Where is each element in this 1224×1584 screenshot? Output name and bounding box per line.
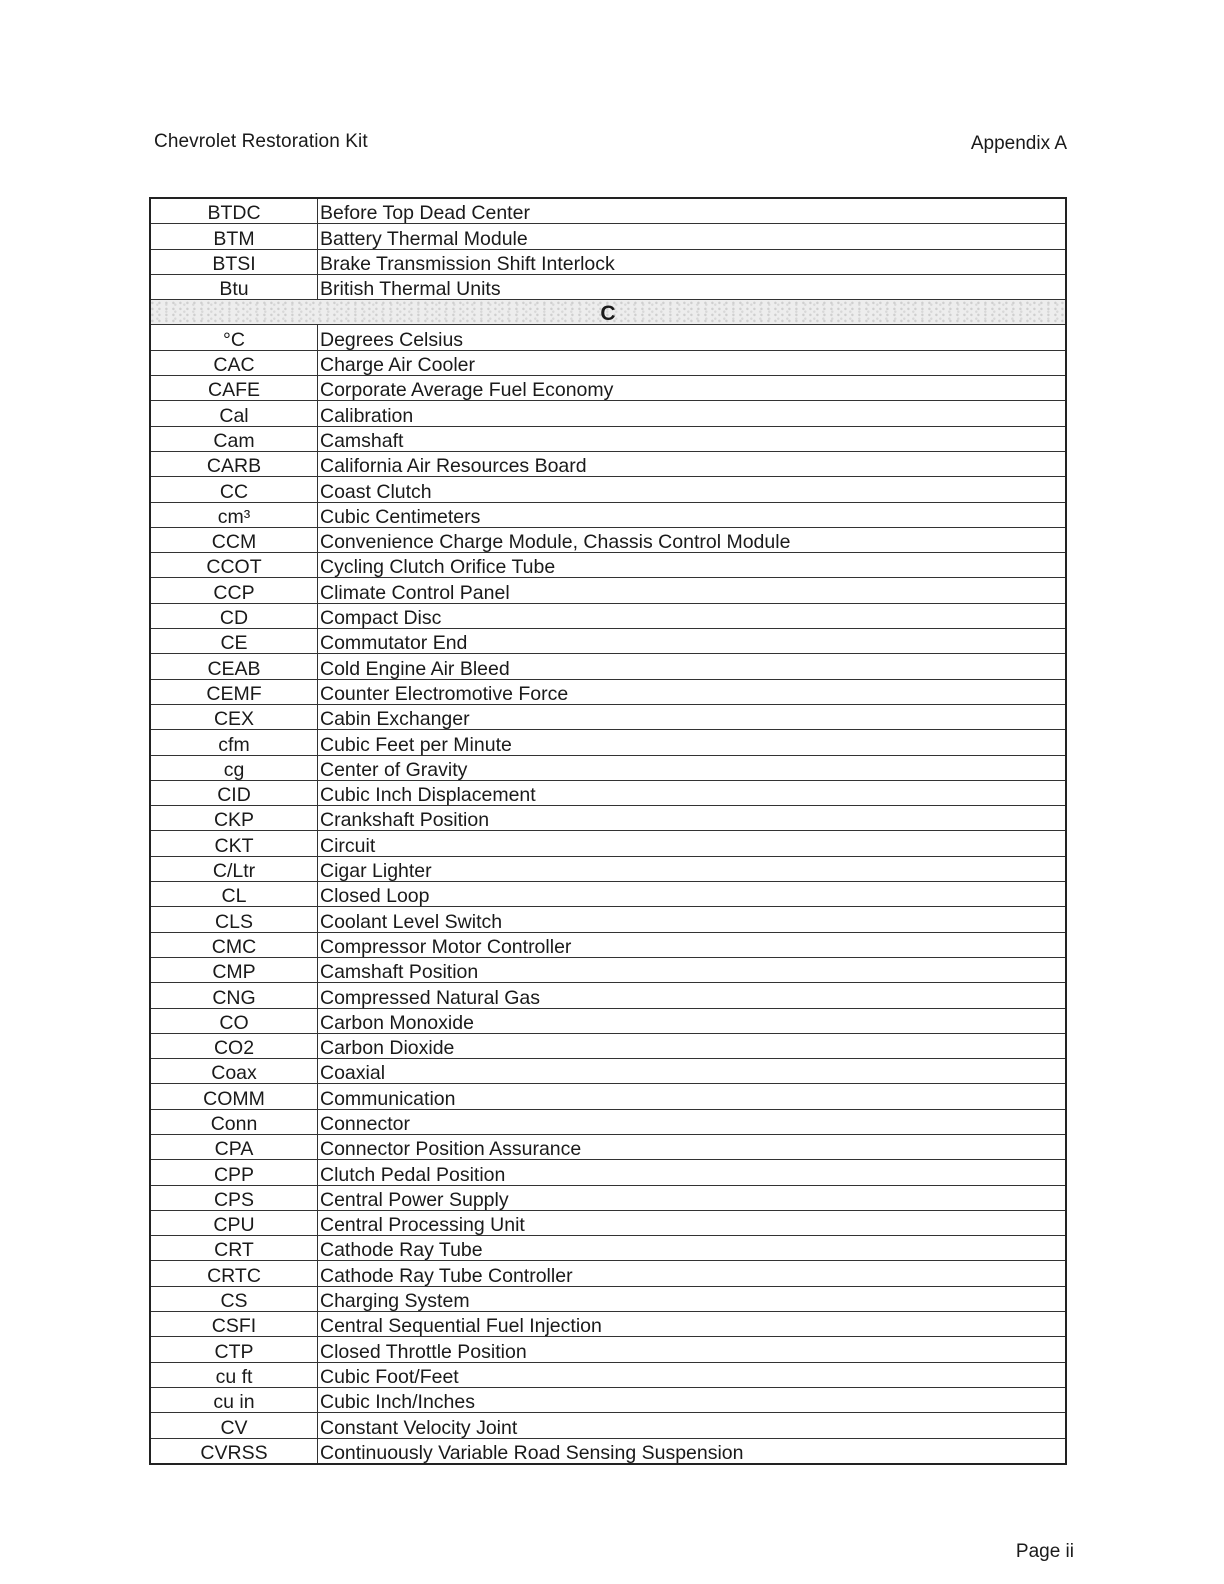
definition-cell: Carbon Dioxide	[318, 1033, 1067, 1058]
abbreviation-cell: CARB	[150, 451, 318, 476]
definition-cell: Clutch Pedal Position	[318, 1160, 1067, 1185]
abbreviation-cell: CEMF	[150, 679, 318, 704]
table-row	[150, 401, 1066, 426]
table-row	[150, 1337, 1066, 1362]
definition-cell: California Air Resources Board	[318, 451, 1067, 476]
abbreviation-cell: Conn	[150, 1109, 318, 1134]
abbreviation-cell: CID	[150, 780, 318, 805]
definition-cell: Cathode Ray Tube Controller	[318, 1261, 1067, 1286]
definition-cell: Cabin Exchanger	[318, 704, 1067, 729]
definition-cell: Compressor Motor Controller	[318, 932, 1067, 957]
table-row	[150, 1413, 1066, 1438]
definition-cell: Cathode Ray Tube	[318, 1236, 1067, 1261]
definition-cell: Battery Thermal Module	[318, 224, 1067, 249]
definition-cell: Cubic Inch/Inches	[318, 1387, 1067, 1412]
table-row	[150, 957, 1066, 982]
definition-cell: Cold Engine Air Bleed	[318, 654, 1067, 679]
definition-cell: Climate Control Panel	[318, 578, 1067, 603]
table-row	[150, 780, 1066, 805]
definition-cell: Degrees Celsius	[318, 325, 1067, 350]
table-row	[150, 1033, 1066, 1058]
definition-cell: Cigar Lighter	[318, 856, 1067, 881]
abbreviation-table-body	[150, 198, 1066, 1464]
definition-cell: Continuously Variable Road Sensing Suspension	[318, 1438, 1067, 1464]
table-row	[150, 907, 1066, 932]
abbreviation-cell: BTSI	[150, 249, 318, 274]
table-row	[150, 1185, 1066, 1210]
definition-cell: Communication	[318, 1084, 1067, 1109]
table-row	[150, 856, 1066, 881]
definition-cell: Compressed Natural Gas	[318, 983, 1067, 1008]
definition-cell: Brake Transmission Shift Interlock	[318, 249, 1067, 274]
abbreviation-cell: cu in	[150, 1387, 318, 1412]
definition-cell: Charge Air Cooler	[318, 350, 1067, 375]
abbreviation-cell: CMP	[150, 957, 318, 982]
abbreviation-cell: CPA	[150, 1134, 318, 1159]
table-row	[150, 603, 1066, 628]
abbreviation-cell: CEAB	[150, 654, 318, 679]
abbreviation-cell: cfm	[150, 730, 318, 755]
table-row	[150, 376, 1066, 401]
table-row	[150, 1084, 1066, 1109]
abbreviation-cell: CSFI	[150, 1312, 318, 1337]
table-row	[150, 502, 1066, 527]
definition-cell: Constant Velocity Joint	[318, 1413, 1067, 1438]
abbreviation-cell: °C	[150, 325, 318, 350]
table-row	[150, 679, 1066, 704]
table-row	[150, 932, 1066, 957]
table-row	[150, 350, 1066, 375]
definition-cell: Carbon Monoxide	[318, 1008, 1067, 1033]
definition-cell: Corporate Average Fuel Economy	[318, 376, 1067, 401]
abbreviation-cell: CAC	[150, 350, 318, 375]
table-row	[150, 1312, 1066, 1337]
definition-cell: Cubic Feet per Minute	[318, 730, 1067, 755]
abbreviation-cell: CRTC	[150, 1261, 318, 1286]
definition-cell: Commutator End	[318, 629, 1067, 654]
abbreviation-cell: CTP	[150, 1337, 318, 1362]
table-row	[150, 578, 1066, 603]
definition-cell: Before Top Dead Center	[318, 198, 1067, 224]
definition-cell: Compact Disc	[318, 603, 1067, 628]
abbreviation-cell: CC	[150, 477, 318, 502]
table-row	[150, 654, 1066, 679]
abbreviation-cell: CCOT	[150, 553, 318, 578]
abbreviation-cell: CD	[150, 603, 318, 628]
abbreviation-cell: cg	[150, 755, 318, 780]
abbreviation-cell: CVRSS	[150, 1438, 318, 1464]
table-row	[150, 224, 1066, 249]
definition-cell: Convenience Charge Module, Chassis Control Module	[318, 527, 1067, 552]
abbreviation-cell: CCM	[150, 527, 318, 552]
definition-cell: Circuit	[318, 831, 1067, 856]
definition-cell: Camshaft	[318, 426, 1067, 451]
abbreviation-cell: CS	[150, 1286, 318, 1311]
definition-cell: Calibration	[318, 401, 1067, 426]
definition-cell: Counter Electromotive Force	[318, 679, 1067, 704]
table-row	[150, 1387, 1066, 1412]
section-header-row	[150, 300, 1066, 325]
abbreviation-cell: Coax	[150, 1059, 318, 1084]
abbreviation-cell: CKP	[150, 806, 318, 831]
definition-cell: Coolant Level Switch	[318, 907, 1067, 932]
abbreviation-cell: CEX	[150, 704, 318, 729]
definition-cell: Central Sequential Fuel Injection	[318, 1312, 1067, 1337]
abbreviation-cell: cu ft	[150, 1362, 318, 1387]
table-row	[150, 249, 1066, 274]
table-row	[150, 1134, 1066, 1159]
table-row	[150, 1059, 1066, 1084]
table-row	[150, 477, 1066, 502]
table-row	[150, 704, 1066, 729]
abbreviation-cell: CLS	[150, 907, 318, 932]
table-row	[150, 806, 1066, 831]
abbreviation-table	[149, 197, 1067, 1465]
abbreviation-cell: Cam	[150, 426, 318, 451]
abbreviation-cell: C/Ltr	[150, 856, 318, 881]
abbreviation-cell: BTM	[150, 224, 318, 249]
abbreviation-cell: CRT	[150, 1236, 318, 1261]
abbreviation-cell: CPP	[150, 1160, 318, 1185]
abbreviation-cell: Cal	[150, 401, 318, 426]
abbreviation-cell: COMM	[150, 1084, 318, 1109]
table-row	[150, 1261, 1066, 1286]
abbreviation-cell: CV	[150, 1413, 318, 1438]
definition-cell: Connector Position Assurance	[318, 1134, 1067, 1159]
table-row	[150, 730, 1066, 755]
definition-cell: Crankshaft Position	[318, 806, 1067, 831]
definition-cell: Closed Loop	[318, 882, 1067, 907]
table-row	[150, 426, 1066, 451]
abbreviation-cell: CCP	[150, 578, 318, 603]
appendix-label: Appendix A	[970, 133, 1067, 154]
definition-cell: Cubic Inch Displacement	[318, 780, 1067, 805]
abbreviation-cell: CL	[150, 882, 318, 907]
definition-cell: Closed Throttle Position	[318, 1337, 1067, 1362]
definition-cell: Center of Gravity	[318, 755, 1067, 780]
definition-cell: Central Processing Unit	[318, 1210, 1067, 1235]
definition-cell: Cubic Centimeters	[318, 502, 1067, 527]
abbreviation-cell: CAFE	[150, 376, 318, 401]
table-row	[150, 1008, 1066, 1033]
table-row	[150, 198, 1066, 224]
table-row	[150, 1109, 1066, 1134]
abbreviation-cell: cm³	[150, 502, 318, 527]
table-row	[150, 1210, 1066, 1235]
section-letter: C	[150, 300, 1066, 325]
table-row	[150, 755, 1066, 780]
abbreviation-cell: CPU	[150, 1210, 318, 1235]
page-number: Page ii	[1015, 1541, 1074, 1562]
table-row	[150, 451, 1066, 476]
table-row	[150, 882, 1066, 907]
table-row	[150, 1286, 1066, 1311]
table-row	[150, 325, 1066, 350]
abbreviation-cell: CNG	[150, 983, 318, 1008]
abbreviation-cell: CKT	[150, 831, 318, 856]
definition-cell: Charging System	[318, 1286, 1067, 1311]
abbreviation-cell: CMC	[150, 932, 318, 957]
table-row	[150, 1362, 1066, 1387]
definition-cell: Coast Clutch	[318, 477, 1067, 502]
definition-cell: Coaxial	[318, 1059, 1067, 1084]
abbreviation-cell: BTDC	[150, 198, 318, 224]
table-row	[150, 1438, 1066, 1464]
table-row	[150, 553, 1066, 578]
abbreviation-cell: Btu	[150, 274, 318, 299]
table-row	[150, 1236, 1066, 1261]
table-row	[150, 274, 1066, 299]
abbreviation-cell: CO	[150, 1008, 318, 1033]
table-row	[150, 1160, 1066, 1185]
definition-cell: Connector	[318, 1109, 1067, 1134]
abbreviation-cell: CPS	[150, 1185, 318, 1210]
document-title: Chevrolet Restoration Kit	[154, 131, 368, 152]
table-row	[150, 983, 1066, 1008]
definition-cell: Central Power Supply	[318, 1185, 1067, 1210]
table-row	[150, 831, 1066, 856]
table-row	[150, 629, 1066, 654]
definition-cell: Camshaft Position	[318, 957, 1067, 982]
table-row	[150, 527, 1066, 552]
definition-cell: Cycling Clutch Orifice Tube	[318, 553, 1067, 578]
abbreviation-cell: CE	[150, 629, 318, 654]
definition-cell: Cubic Foot/Feet	[318, 1362, 1067, 1387]
definition-cell: British Thermal Units	[318, 274, 1067, 299]
abbreviation-cell: CO2	[150, 1033, 318, 1058]
